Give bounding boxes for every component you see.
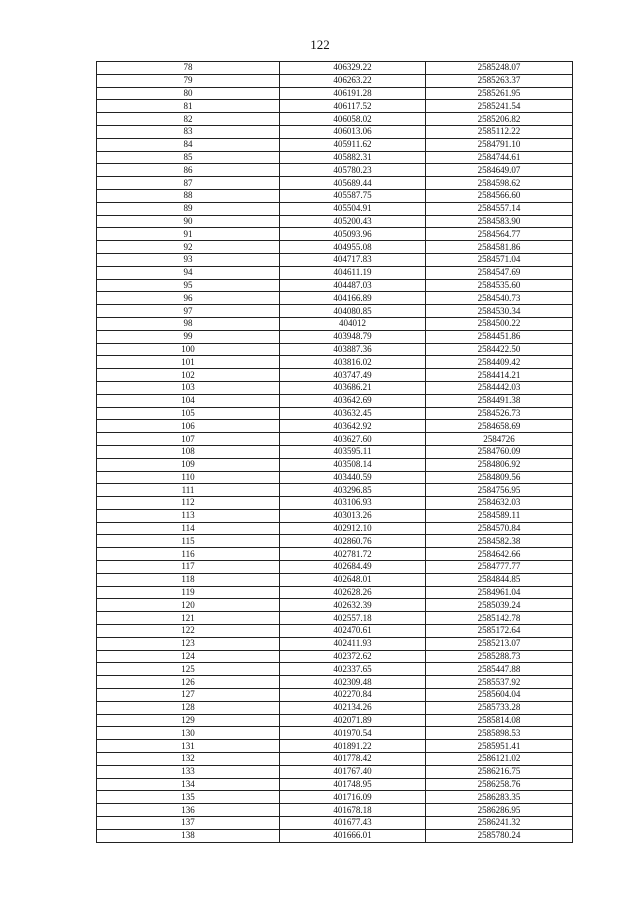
point-number-cell: 90 [97, 215, 280, 228]
table-row [97, 177, 573, 190]
table-row [97, 292, 573, 305]
x-coordinate-cell: 404717.83 [280, 253, 426, 266]
y-coordinate-cell: 2584422.50 [426, 343, 573, 356]
x-coordinate-cell: 401970.54 [280, 727, 426, 740]
y-coordinate-cell: 2586258.76 [426, 778, 573, 791]
table-row [97, 458, 573, 471]
point-number-cell: 113 [97, 509, 280, 522]
point-number-cell: 126 [97, 676, 280, 689]
table-row [97, 714, 573, 727]
point-number-cell: 134 [97, 778, 280, 791]
x-coordinate-cell: 401677.43 [280, 817, 426, 830]
x-coordinate-cell: 402781.72 [280, 548, 426, 561]
table-row [97, 778, 573, 791]
x-coordinate-cell: 403747.49 [280, 369, 426, 382]
x-coordinate-cell: 402071.89 [280, 714, 426, 727]
point-number-cell: 100 [97, 343, 280, 356]
point-number-cell: 89 [97, 202, 280, 215]
x-coordinate-cell: 402557.18 [280, 612, 426, 625]
y-coordinate-cell: 2584583.90 [426, 215, 573, 228]
y-coordinate-cell: 2584726 [426, 433, 573, 446]
y-coordinate-cell: 2584791.10 [426, 138, 573, 151]
table-row [97, 189, 573, 202]
y-coordinate-cell: 2584535.60 [426, 279, 573, 292]
y-coordinate-cell: 2584658.69 [426, 420, 573, 433]
point-number-cell: 128 [97, 701, 280, 714]
table-row [97, 586, 573, 599]
x-coordinate-cell: 406013.06 [280, 125, 426, 138]
table-row [97, 753, 573, 766]
table-row [97, 471, 573, 484]
y-coordinate-cell: 2584777.77 [426, 561, 573, 574]
table-row [97, 484, 573, 497]
y-coordinate-cell: 2584540.73 [426, 292, 573, 305]
y-coordinate-cell: 2585142.78 [426, 612, 573, 625]
x-coordinate-cell: 402337.65 [280, 663, 426, 676]
x-coordinate-cell: 403642.69 [280, 394, 426, 407]
table-row [97, 305, 573, 318]
point-number-cell: 120 [97, 599, 280, 612]
y-coordinate-cell: 2586283.35 [426, 791, 573, 804]
point-number-cell: 82 [97, 113, 280, 126]
coordinates-table [96, 61, 573, 843]
point-number-cell: 79 [97, 74, 280, 87]
table-row [97, 164, 573, 177]
table-row [97, 548, 573, 561]
y-coordinate-cell: 2584571.04 [426, 253, 573, 266]
y-coordinate-cell: 2584806.92 [426, 458, 573, 471]
x-coordinate-cell: 402632.39 [280, 599, 426, 612]
x-coordinate-cell: 401748.95 [280, 778, 426, 791]
point-number-cell: 130 [97, 727, 280, 740]
point-number-cell: 108 [97, 445, 280, 458]
x-coordinate-cell: 402134.26 [280, 701, 426, 714]
x-coordinate-cell: 405689.44 [280, 177, 426, 190]
table-row [97, 625, 573, 638]
x-coordinate-cell: 403887.36 [280, 343, 426, 356]
point-number-cell: 124 [97, 650, 280, 663]
point-number-cell: 99 [97, 330, 280, 343]
point-number-cell: 97 [97, 305, 280, 318]
table-row [97, 701, 573, 714]
y-coordinate-cell: 2584760.09 [426, 445, 573, 458]
table-row [97, 804, 573, 817]
y-coordinate-cell: 2585537.92 [426, 676, 573, 689]
table-row [97, 509, 573, 522]
x-coordinate-cell: 403106.93 [280, 497, 426, 510]
table-row [97, 330, 573, 343]
point-number-cell: 86 [97, 164, 280, 177]
y-coordinate-cell: 2584491.38 [426, 394, 573, 407]
x-coordinate-cell: 404080.85 [280, 305, 426, 318]
point-number-cell: 127 [97, 689, 280, 702]
x-coordinate-cell: 402411.93 [280, 637, 426, 650]
point-number-cell: 137 [97, 817, 280, 830]
table-row [97, 62, 573, 75]
y-coordinate-cell: 2584442.03 [426, 381, 573, 394]
table-row [97, 637, 573, 650]
table-row [97, 356, 573, 369]
point-number-cell: 84 [97, 138, 280, 151]
point-number-cell: 125 [97, 663, 280, 676]
table-row [97, 522, 573, 535]
x-coordinate-cell: 403013.26 [280, 509, 426, 522]
table-row [97, 394, 573, 407]
table-row [97, 689, 573, 702]
y-coordinate-cell: 2584756.95 [426, 484, 573, 497]
point-number-cell: 96 [97, 292, 280, 305]
x-coordinate-cell: 403508.14 [280, 458, 426, 471]
y-coordinate-cell: 2586121.02 [426, 753, 573, 766]
y-coordinate-cell: 2585206.82 [426, 113, 573, 126]
point-number-cell: 114 [97, 522, 280, 535]
point-number-cell: 116 [97, 548, 280, 561]
point-number-cell: 93 [97, 253, 280, 266]
table-row [97, 241, 573, 254]
y-coordinate-cell: 2585447.88 [426, 663, 573, 676]
point-number-cell: 123 [97, 637, 280, 650]
x-coordinate-cell: 404487.03 [280, 279, 426, 292]
table-row [97, 599, 573, 612]
y-coordinate-cell: 2584649.07 [426, 164, 573, 177]
table-row [97, 612, 573, 625]
x-coordinate-cell: 401778.42 [280, 753, 426, 766]
y-coordinate-cell: 2584409.42 [426, 356, 573, 369]
table-row [97, 317, 573, 330]
x-coordinate-cell: 406329.22 [280, 62, 426, 75]
x-coordinate-cell: 402628.26 [280, 586, 426, 599]
point-number-cell: 110 [97, 471, 280, 484]
point-number-cell: 101 [97, 356, 280, 369]
point-number-cell: 136 [97, 804, 280, 817]
y-coordinate-cell: 2584844.85 [426, 573, 573, 586]
point-number-cell: 117 [97, 561, 280, 574]
x-coordinate-cell: 405911.62 [280, 138, 426, 151]
point-number-cell: 112 [97, 497, 280, 510]
x-coordinate-cell: 403816.02 [280, 356, 426, 369]
point-number-cell: 91 [97, 228, 280, 241]
point-number-cell: 98 [97, 317, 280, 330]
x-coordinate-cell: 405882.31 [280, 151, 426, 164]
table-row [97, 561, 573, 574]
y-coordinate-cell: 2585733.28 [426, 701, 573, 714]
x-coordinate-cell: 402912.10 [280, 522, 426, 535]
point-number-cell: 121 [97, 612, 280, 625]
point-number-cell: 85 [97, 151, 280, 164]
x-coordinate-cell: 404955.08 [280, 241, 426, 254]
y-coordinate-cell: 2584500.22 [426, 317, 573, 330]
y-coordinate-cell: 2584598.62 [426, 177, 573, 190]
x-coordinate-cell: 403595.11 [280, 445, 426, 458]
y-coordinate-cell: 2584642.66 [426, 548, 573, 561]
x-coordinate-cell: 403686.21 [280, 381, 426, 394]
y-coordinate-cell: 2585039.24 [426, 599, 573, 612]
x-coordinate-cell: 402860.76 [280, 535, 426, 548]
y-coordinate-cell: 2586241.32 [426, 817, 573, 830]
table-row [97, 279, 573, 292]
y-coordinate-cell: 2584744.61 [426, 151, 573, 164]
y-coordinate-cell: 2584582.38 [426, 535, 573, 548]
table-row [97, 151, 573, 164]
y-coordinate-cell: 2584557.14 [426, 202, 573, 215]
table-row [97, 535, 573, 548]
x-coordinate-cell: 403642.92 [280, 420, 426, 433]
point-number-cell: 83 [97, 125, 280, 138]
table-row [97, 369, 573, 382]
point-number-cell: 104 [97, 394, 280, 407]
y-coordinate-cell: 2585248.07 [426, 62, 573, 75]
point-number-cell: 115 [97, 535, 280, 548]
table-row [97, 497, 573, 510]
point-number-cell: 78 [97, 62, 280, 75]
table-row [97, 650, 573, 663]
y-coordinate-cell: 2584451.86 [426, 330, 573, 343]
x-coordinate-cell: 401891.22 [280, 740, 426, 753]
point-number-cell: 81 [97, 100, 280, 113]
point-number-cell: 105 [97, 407, 280, 420]
x-coordinate-cell: 406117.52 [280, 100, 426, 113]
x-coordinate-cell: 405093.96 [280, 228, 426, 241]
x-coordinate-cell: 405200.43 [280, 215, 426, 228]
x-coordinate-cell: 401678.18 [280, 804, 426, 817]
point-number-cell: 88 [97, 189, 280, 202]
x-coordinate-cell: 405587.75 [280, 189, 426, 202]
y-coordinate-cell: 2586286.95 [426, 804, 573, 817]
table-row [97, 445, 573, 458]
point-number-cell: 132 [97, 753, 280, 766]
table-row [97, 125, 573, 138]
y-coordinate-cell: 2584526.73 [426, 407, 573, 420]
y-coordinate-cell: 2585288.73 [426, 650, 573, 663]
point-number-cell: 118 [97, 573, 280, 586]
table-row [97, 381, 573, 394]
x-coordinate-cell: 401716.09 [280, 791, 426, 804]
y-coordinate-cell: 2584809.56 [426, 471, 573, 484]
table-row [97, 663, 573, 676]
table-row [97, 138, 573, 151]
x-coordinate-cell: 402372.62 [280, 650, 426, 663]
point-number-cell: 92 [97, 241, 280, 254]
table-row [97, 253, 573, 266]
y-coordinate-cell: 2584564.77 [426, 228, 573, 241]
point-number-cell: 122 [97, 625, 280, 638]
y-coordinate-cell: 2585898.53 [426, 727, 573, 740]
x-coordinate-cell: 402309.48 [280, 676, 426, 689]
y-coordinate-cell: 2584581.86 [426, 241, 573, 254]
y-coordinate-cell: 2585814.08 [426, 714, 573, 727]
x-coordinate-cell: 402648.01 [280, 573, 426, 586]
y-coordinate-cell: 2585172.64 [426, 625, 573, 638]
table-row [97, 817, 573, 830]
point-number-cell: 131 [97, 740, 280, 753]
y-coordinate-cell: 2586216.75 [426, 765, 573, 778]
y-coordinate-cell: 2584530.34 [426, 305, 573, 318]
point-number-cell: 87 [97, 177, 280, 190]
table-row [97, 87, 573, 100]
x-coordinate-cell: 403627.60 [280, 433, 426, 446]
table-row [97, 740, 573, 753]
x-coordinate-cell: 403948.79 [280, 330, 426, 343]
y-coordinate-cell: 2585112.22 [426, 125, 573, 138]
y-coordinate-cell: 2584547.69 [426, 266, 573, 279]
table-row [97, 215, 573, 228]
coordinates-table-body [97, 62, 573, 843]
y-coordinate-cell: 2585213.07 [426, 637, 573, 650]
x-coordinate-cell: 405780.23 [280, 164, 426, 177]
point-number-cell: 129 [97, 714, 280, 727]
x-coordinate-cell: 402684.49 [280, 561, 426, 574]
point-number-cell: 111 [97, 484, 280, 497]
table-row [97, 113, 573, 126]
table-row [97, 228, 573, 241]
y-coordinate-cell: 2585263.37 [426, 74, 573, 87]
point-number-cell: 95 [97, 279, 280, 292]
y-coordinate-cell: 2584566.60 [426, 189, 573, 202]
y-coordinate-cell: 2585951.41 [426, 740, 573, 753]
x-coordinate-cell: 401767.40 [280, 765, 426, 778]
point-number-cell: 138 [97, 829, 280, 842]
y-coordinate-cell: 2584632.03 [426, 497, 573, 510]
y-coordinate-cell: 2584961.04 [426, 586, 573, 599]
table-row [97, 74, 573, 87]
x-coordinate-cell: 402270.84 [280, 689, 426, 702]
table-row [97, 420, 573, 433]
page-number: 122 [310, 37, 330, 52]
y-coordinate-cell: 2584414.21 [426, 369, 573, 382]
table-row [97, 343, 573, 356]
point-number-cell: 107 [97, 433, 280, 446]
point-number-cell: 109 [97, 458, 280, 471]
y-coordinate-cell: 2585261.95 [426, 87, 573, 100]
table-row [97, 407, 573, 420]
x-coordinate-cell: 405504.91 [280, 202, 426, 215]
point-number-cell: 80 [97, 87, 280, 100]
point-number-cell: 94 [97, 266, 280, 279]
table-row [97, 433, 573, 446]
point-number-cell: 103 [97, 381, 280, 394]
x-coordinate-cell: 404611.19 [280, 266, 426, 279]
table-row [97, 573, 573, 586]
x-coordinate-cell: 402470.61 [280, 625, 426, 638]
y-coordinate-cell: 2585604.04 [426, 689, 573, 702]
table-row [97, 829, 573, 842]
point-number-cell: 133 [97, 765, 280, 778]
table-row [97, 765, 573, 778]
y-coordinate-cell: 2585780.24 [426, 829, 573, 842]
x-coordinate-cell: 403632.45 [280, 407, 426, 420]
x-coordinate-cell: 406191.28 [280, 87, 426, 100]
point-number-cell: 119 [97, 586, 280, 599]
point-number-cell: 106 [97, 420, 280, 433]
table-row [97, 202, 573, 215]
x-coordinate-cell: 404166.89 [280, 292, 426, 305]
table-row [97, 266, 573, 279]
table-row [97, 100, 573, 113]
y-coordinate-cell: 2584570.84 [426, 522, 573, 535]
x-coordinate-cell: 404012 [280, 317, 426, 330]
x-coordinate-cell: 406058.02 [280, 113, 426, 126]
table-row [97, 676, 573, 689]
point-number-cell: 102 [97, 369, 280, 382]
x-coordinate-cell: 406263.22 [280, 74, 426, 87]
point-number-cell: 135 [97, 791, 280, 804]
table-row [97, 727, 573, 740]
x-coordinate-cell: 403440.59 [280, 471, 426, 484]
table-row [97, 791, 573, 804]
x-coordinate-cell: 403296.85 [280, 484, 426, 497]
x-coordinate-cell: 401666.01 [280, 829, 426, 842]
y-coordinate-cell: 2584589.11 [426, 509, 573, 522]
y-coordinate-cell: 2585241.54 [426, 100, 573, 113]
